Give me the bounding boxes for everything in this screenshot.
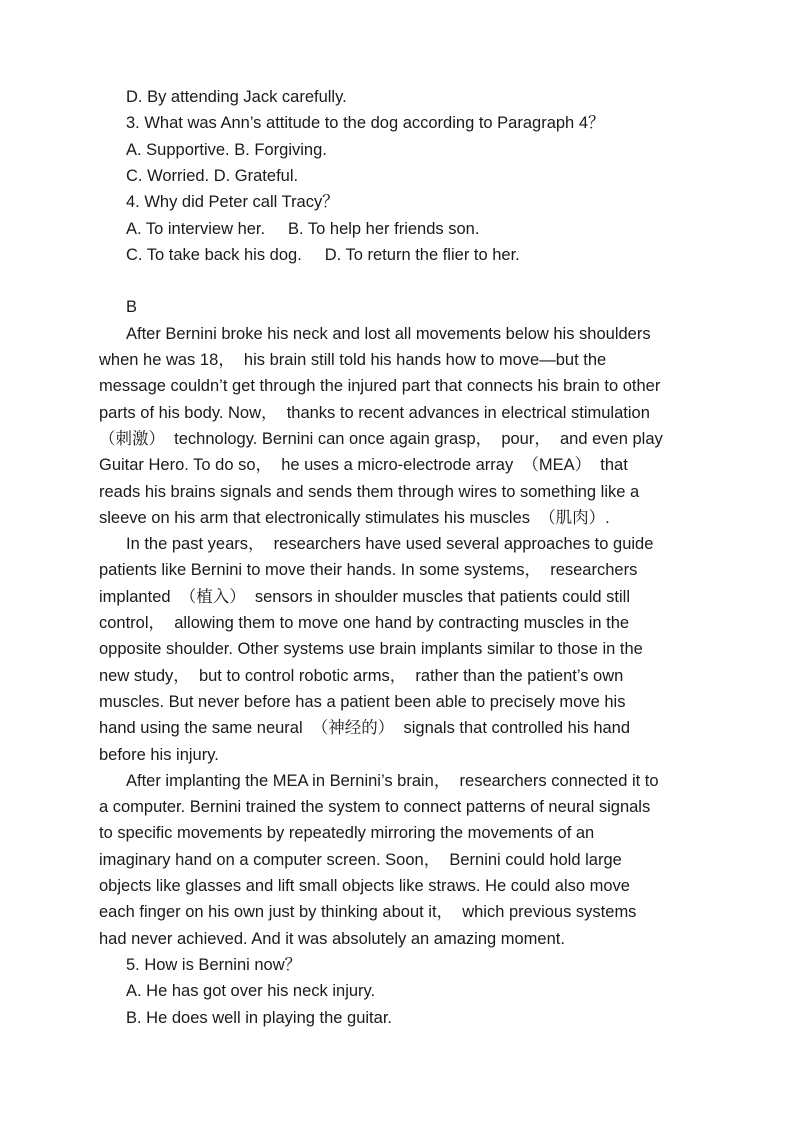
text-line: A. To interview her. B. To help her friends son. bbox=[126, 219, 480, 238]
text-line: （刺激） technology. Bernini can once again grasp， pour， and even play bbox=[99, 429, 663, 448]
text-line: A. He has got over his neck injury. bbox=[126, 982, 376, 1001]
text-line: each finger on his own just by thinking about it， which previous systems bbox=[99, 903, 637, 922]
text-line: patients like Bernini to move their hands. In some systems， researchers bbox=[99, 561, 638, 580]
text-line: when he was 18， his brain still told his hands how to move—but the bbox=[99, 351, 607, 369]
text-line: In the past years， researchers have used several approaches to guide bbox=[126, 535, 654, 554]
text-line: reads his brains signals and sends them through wires to something like a bbox=[99, 482, 640, 501]
text-line: parts of his body. Now， thanks to recent advances in electrical stimulation bbox=[99, 403, 650, 422]
text-line: B. He does well in playing the guitar. bbox=[126, 1008, 392, 1027]
text-line: B bbox=[126, 298, 138, 317]
text-line: 5. How is Bernini now？ bbox=[126, 955, 302, 974]
text-line: before his injury. bbox=[99, 745, 219, 764]
text-line: Guitar Hero. To do so， he uses a micro-electrode array （MEA） that bbox=[99, 456, 628, 475]
text-line: opposite shoulder. Other systems use brain implants similar to those in the bbox=[99, 640, 643, 659]
text-line: control， allowing them to move one hand by contracting muscles in the bbox=[99, 614, 630, 632]
text-line: C. To take back his dog. D. To return the flier to her. bbox=[126, 245, 520, 264]
text-line bbox=[126, 268, 736, 294]
text-line: After Bernini broke his neck and lost all movements below his shoulders bbox=[126, 324, 651, 343]
text-line: message couldn’t get through the injured part that connects his brain to other bbox=[99, 377, 661, 396]
text-line: D. By attending Jack carefully. bbox=[126, 88, 347, 106]
text-line: a computer. Bernini trained the system to connect patterns of neural signals bbox=[99, 798, 651, 817]
text-line: C. Worried. D. Grateful. bbox=[126, 166, 299, 185]
text-line: 3. What was Ann’s attitude to the dog according to Paragraph 4？ bbox=[126, 114, 605, 133]
text-line: A. Supportive. B. Forgiving. bbox=[126, 140, 327, 159]
text-line: 4. Why did Peter call Tracy？ bbox=[126, 193, 339, 212]
text-line: hand using the same neural （神经的） signals that controlled his hand bbox=[99, 719, 631, 738]
text-line: to specific movements by repeatedly mirroring the movements of an bbox=[99, 824, 595, 843]
text-line: implanted （植入） sensors in shoulder muscles that patients could still bbox=[99, 587, 630, 606]
text-line: After implanting the MEA in Bernini’s brain， researchers connected it to bbox=[126, 771, 659, 790]
text-line: new study， but to control robotic arms， rather than the patient’s own bbox=[99, 666, 624, 685]
text-line: objects like glasses and lift small objects like straws. He could also move bbox=[99, 877, 630, 895]
text-line: muscles. But never before has a patient been able to precisely move his bbox=[99, 692, 626, 711]
text-line: imaginary hand on a computer screen. Soon， Bernini could hold large bbox=[99, 850, 622, 869]
text-line: sleeve on his arm that electronically stimulates his muscles （肌肉）. bbox=[99, 508, 610, 527]
text-line: had never achieved. And it was absolutely an amazing moment. bbox=[99, 929, 565, 948]
